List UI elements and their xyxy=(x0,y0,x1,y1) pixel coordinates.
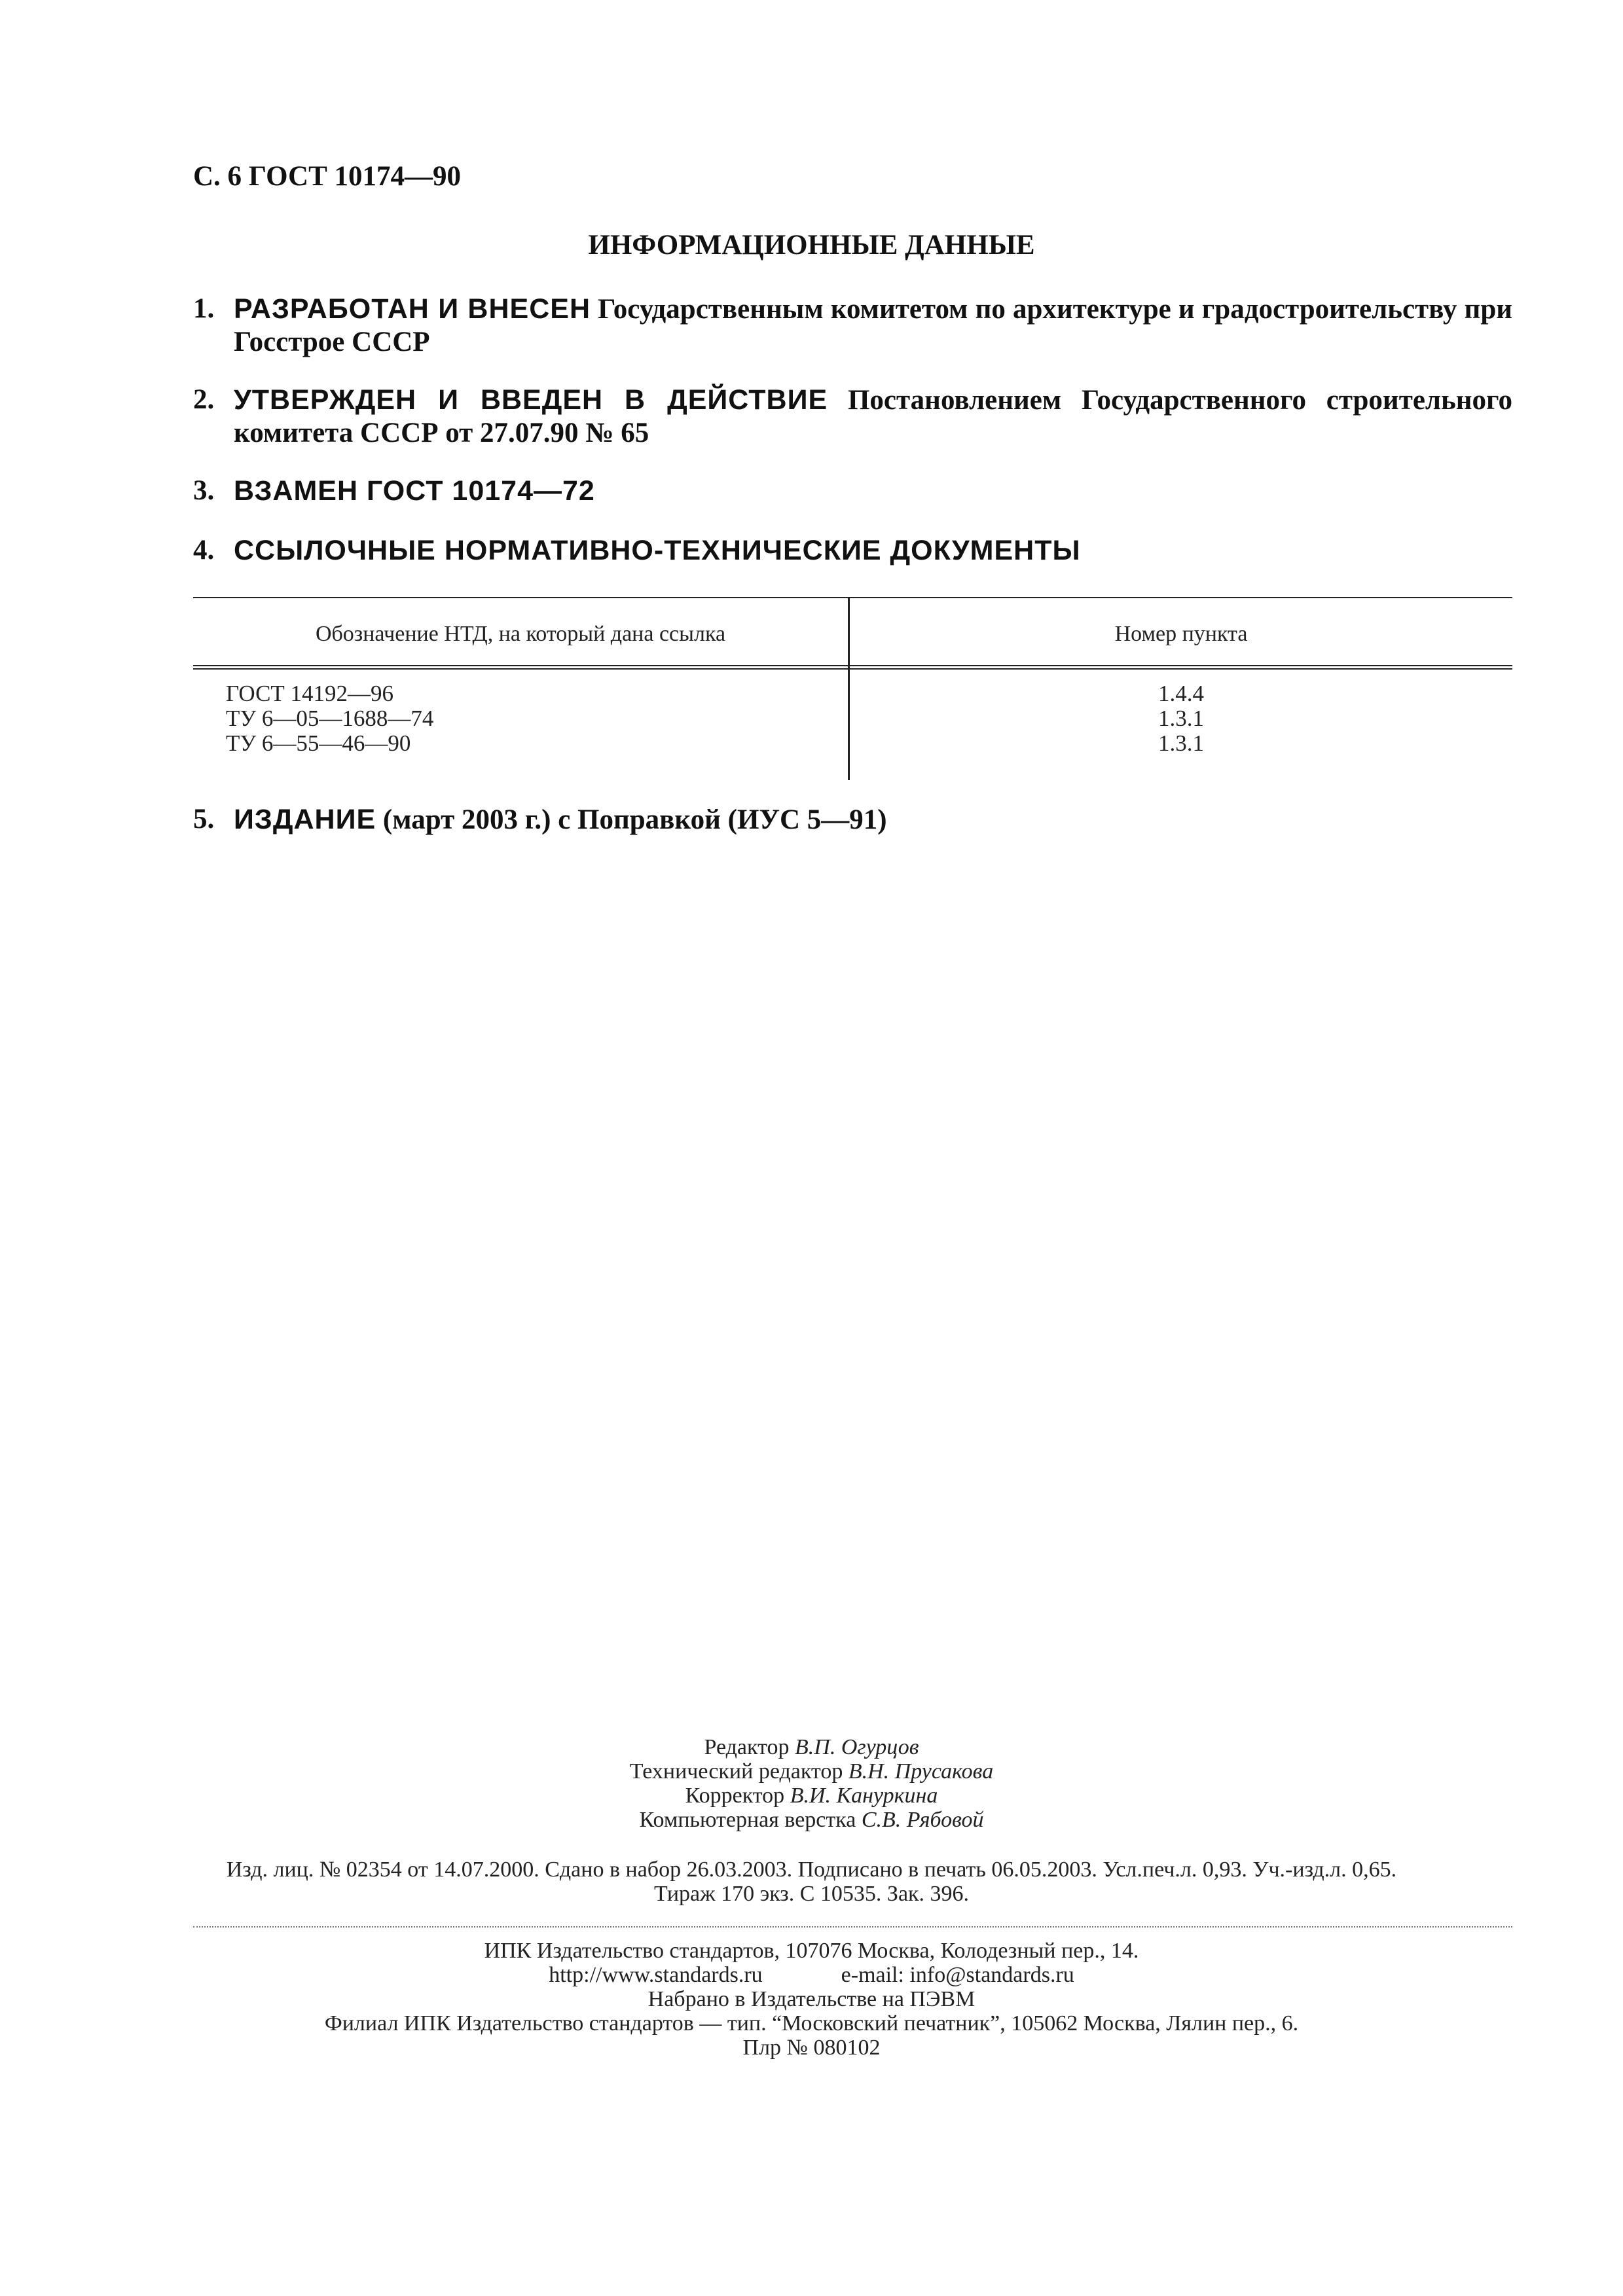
credit-person: В.Н. Прусакова xyxy=(848,1759,994,1784)
credit-person: В.П. Огурцов xyxy=(795,1735,919,1759)
table-top-rule xyxy=(193,597,1512,598)
publisher-license: Плр № 080102 xyxy=(742,2036,881,2060)
table-header-clause: Номер пункта xyxy=(1114,622,1248,646)
item-text xyxy=(193,384,1512,450)
info-item-5 xyxy=(193,803,1512,836)
table-header-rule xyxy=(193,665,1512,666)
publisher-branch: Филиал ИПК Издательство стандартов — тип. “Московский печатник”, 105062 Москва, Лялин пер., 6. xyxy=(324,2011,1299,2036)
table-row-3-doc: ТУ 6—55—46—90 xyxy=(226,730,411,756)
credit-role: Корректор xyxy=(685,1784,785,1808)
publisher-typeset: Набрано в Издательстве на ПЭВМ xyxy=(647,1987,976,2011)
publisher-contacts xyxy=(0,1963,1623,1987)
item-body: Государственным комитетом по архитектуре и градостроительству при Госстрое СССР xyxy=(234,294,1513,357)
credit-role: Компьютерная верстка xyxy=(639,1808,856,1832)
table-header-document: Обозначение НТД, на который дана ссылка xyxy=(315,622,726,646)
section-title: ИНФОРМАЦИОННЫЕ ДАННЫЕ xyxy=(588,230,1035,260)
item-lead: ВЗАМЕН ГОСТ 10174—72 xyxy=(234,475,595,507)
reference-table xyxy=(193,597,1512,780)
table-header-rule-2 xyxy=(193,668,1512,670)
item-text xyxy=(193,293,1512,359)
item-text xyxy=(193,475,1512,508)
table-row-2-doc: ТУ 6—05—1688—74 xyxy=(226,706,434,731)
credit-layout xyxy=(0,1808,1623,1832)
info-item-3 xyxy=(193,475,1512,508)
imprint-line-2: Тираж 170 экз. С 10535. Зак. 396. xyxy=(653,1882,970,1906)
table-row-1-doc: ГОСТ 14192—96 xyxy=(226,681,394,706)
credit-tech-editor xyxy=(0,1759,1623,1784)
item-number: 3. xyxy=(193,475,215,506)
item-lead: УТВЕРЖДЕН И ВВЕДЕН В ДЕЙСТВИЕ xyxy=(234,384,828,416)
table-row-3-clause: 1.3.1 xyxy=(1158,730,1204,756)
item-number: 1. xyxy=(193,293,215,324)
credit-person: В.И. Кануркина xyxy=(790,1784,938,1808)
item-number: 4. xyxy=(193,535,215,565)
item-number: 2. xyxy=(193,384,215,415)
credit-role: Редактор xyxy=(704,1735,790,1759)
item-lead: ИЗДАНИЕ xyxy=(234,804,376,835)
item-number: 5. xyxy=(193,804,215,834)
publisher-url: http://www.standards.ru xyxy=(549,1963,763,1987)
publisher-email: e-mail: info@standards.ru xyxy=(841,1963,1074,1987)
item-text xyxy=(193,803,1512,836)
item-body: (март 2003 г.) с Поправкой (ИУС 5—91) xyxy=(382,804,887,835)
publisher-address: ИПК Издательство стандартов, 107076 Москва, Колодезный пер., 14. xyxy=(484,1939,1139,1963)
credit-corrector xyxy=(0,1784,1623,1808)
table-row-2-clause: 1.3.1 xyxy=(1158,706,1204,731)
credit-editor xyxy=(0,1735,1623,1759)
item-lead: ССЫЛОЧНЫЕ НОРМАТИВНО-ТЕХНИЧЕСКИЕ ДОКУМЕНТЫ xyxy=(234,535,1081,566)
info-item-1 xyxy=(193,293,1512,359)
dotted-separator xyxy=(193,1926,1512,1928)
item-lead: РАЗРАБОТАН И ВНЕСЕН xyxy=(234,293,591,325)
info-item-4 xyxy=(193,534,1512,567)
table-row-1-clause: 1.4.4 xyxy=(1158,681,1204,706)
credit-role: Технический редактор xyxy=(629,1759,843,1784)
item-text xyxy=(193,534,1512,567)
imprint-line-1: Изд. лиц. № 02354 от 14.07.2000. Сдано в набор 26.03.2003. Подписано в печать 06.05.2003. Усл.печ.л. 0,93. Уч.-изд.л. 0,65. xyxy=(226,1857,1397,1882)
page-header: С. 6 ГОСТ 10174—90 xyxy=(193,161,462,192)
info-item-2 xyxy=(193,384,1512,450)
credit-person: С.В. Рябовой xyxy=(861,1808,984,1832)
item-body: Постановлением Государственного строительного комитета СССР от 27.07.90 № 65 xyxy=(234,385,1513,448)
